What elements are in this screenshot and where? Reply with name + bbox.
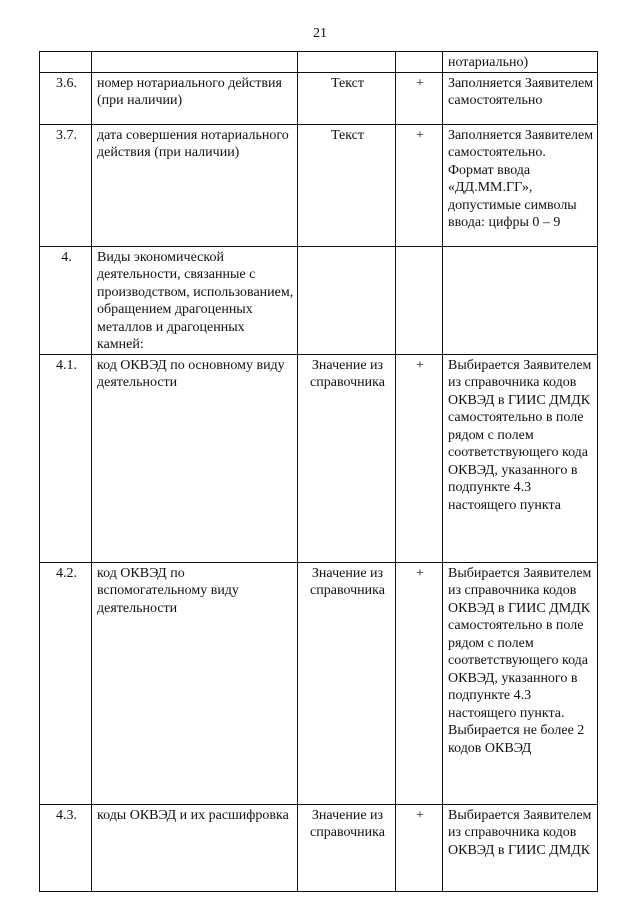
required-mark: +: [396, 354, 443, 562]
row-number: 4.2.: [40, 562, 92, 804]
table-row: [40, 72, 598, 124]
field-name: коды ОКВЭД и их расшифровка: [92, 804, 298, 891]
field-name: код ОКВЭД по основному виду деятельности: [92, 354, 298, 562]
field-name: номер нотариального действия (при наличии): [92, 72, 298, 124]
page-number: 21: [313, 26, 327, 41]
field-name: Виды экономической деятельности, связанные с производством, использованием, обращением драгоценных металлов и драгоценных камней:: [92, 246, 298, 354]
field-note: Выбирается Заявителем из справочника кодов ОКВЭД в ГИИС ДМДК самостоятельно в поле рядом с полем соответствующего кода ОКВЭД, указанного в подпункте 4.3 настоящего пункта. Выбирается не более 2 кодов ОКВЭД: [443, 562, 598, 804]
table-row: [40, 354, 598, 562]
field-type: Текст: [298, 72, 396, 124]
field-name: [92, 52, 298, 73]
field-note: Заполняется Заявителем самостоятельно: [443, 72, 598, 124]
required-mark: [396, 246, 443, 354]
field-type: Значение из справочника: [298, 562, 396, 804]
field-note: Выбирается Заявителем из справочника кодов ОКВЭД в ГИИС ДМДК: [443, 804, 598, 891]
row-number: 4.3.: [40, 804, 92, 891]
required-mark: +: [396, 804, 443, 891]
row-number: 3.6.: [40, 72, 92, 124]
requirements-table: [39, 51, 598, 892]
table-row: [40, 124, 598, 246]
field-note: нотариально): [443, 52, 598, 73]
field-type: Текст: [298, 124, 396, 246]
field-type: Значение из справочника: [298, 804, 396, 891]
field-note: Выбирается Заявителем из справочника кодов ОКВЭД в ГИИС ДМДК самостоятельно в поле рядом с полем соответствующего кода ОКВЭД, указанного в подпункте 4.3 настоящего пункта: [443, 354, 598, 562]
field-name: дата совершения нотариального действия (при наличии): [92, 124, 298, 246]
table-row: [40, 246, 598, 354]
row-number: [40, 52, 92, 73]
required-mark: +: [396, 562, 443, 804]
field-name: код ОКВЭД по вспомогательному виду деятельности: [92, 562, 298, 804]
table-row: [40, 804, 598, 891]
required-mark: +: [396, 72, 443, 124]
field-type: [298, 52, 396, 73]
row-number: 3.7.: [40, 124, 92, 246]
row-number: 4.: [40, 246, 92, 354]
table-row: [40, 52, 598, 73]
field-type: Значение из справочника: [298, 354, 396, 562]
field-note: [443, 246, 598, 354]
row-number: 4.1.: [40, 354, 92, 562]
required-mark: [396, 52, 443, 73]
required-mark: +: [396, 124, 443, 246]
field-note: Заполняется Заявителем самостоятельно. Формат ввода «ДД.ММ.ГГ», допустимые символы ввода: цифры 0 – 9: [443, 124, 598, 246]
table-row: [40, 562, 598, 804]
field-type: [298, 246, 396, 354]
